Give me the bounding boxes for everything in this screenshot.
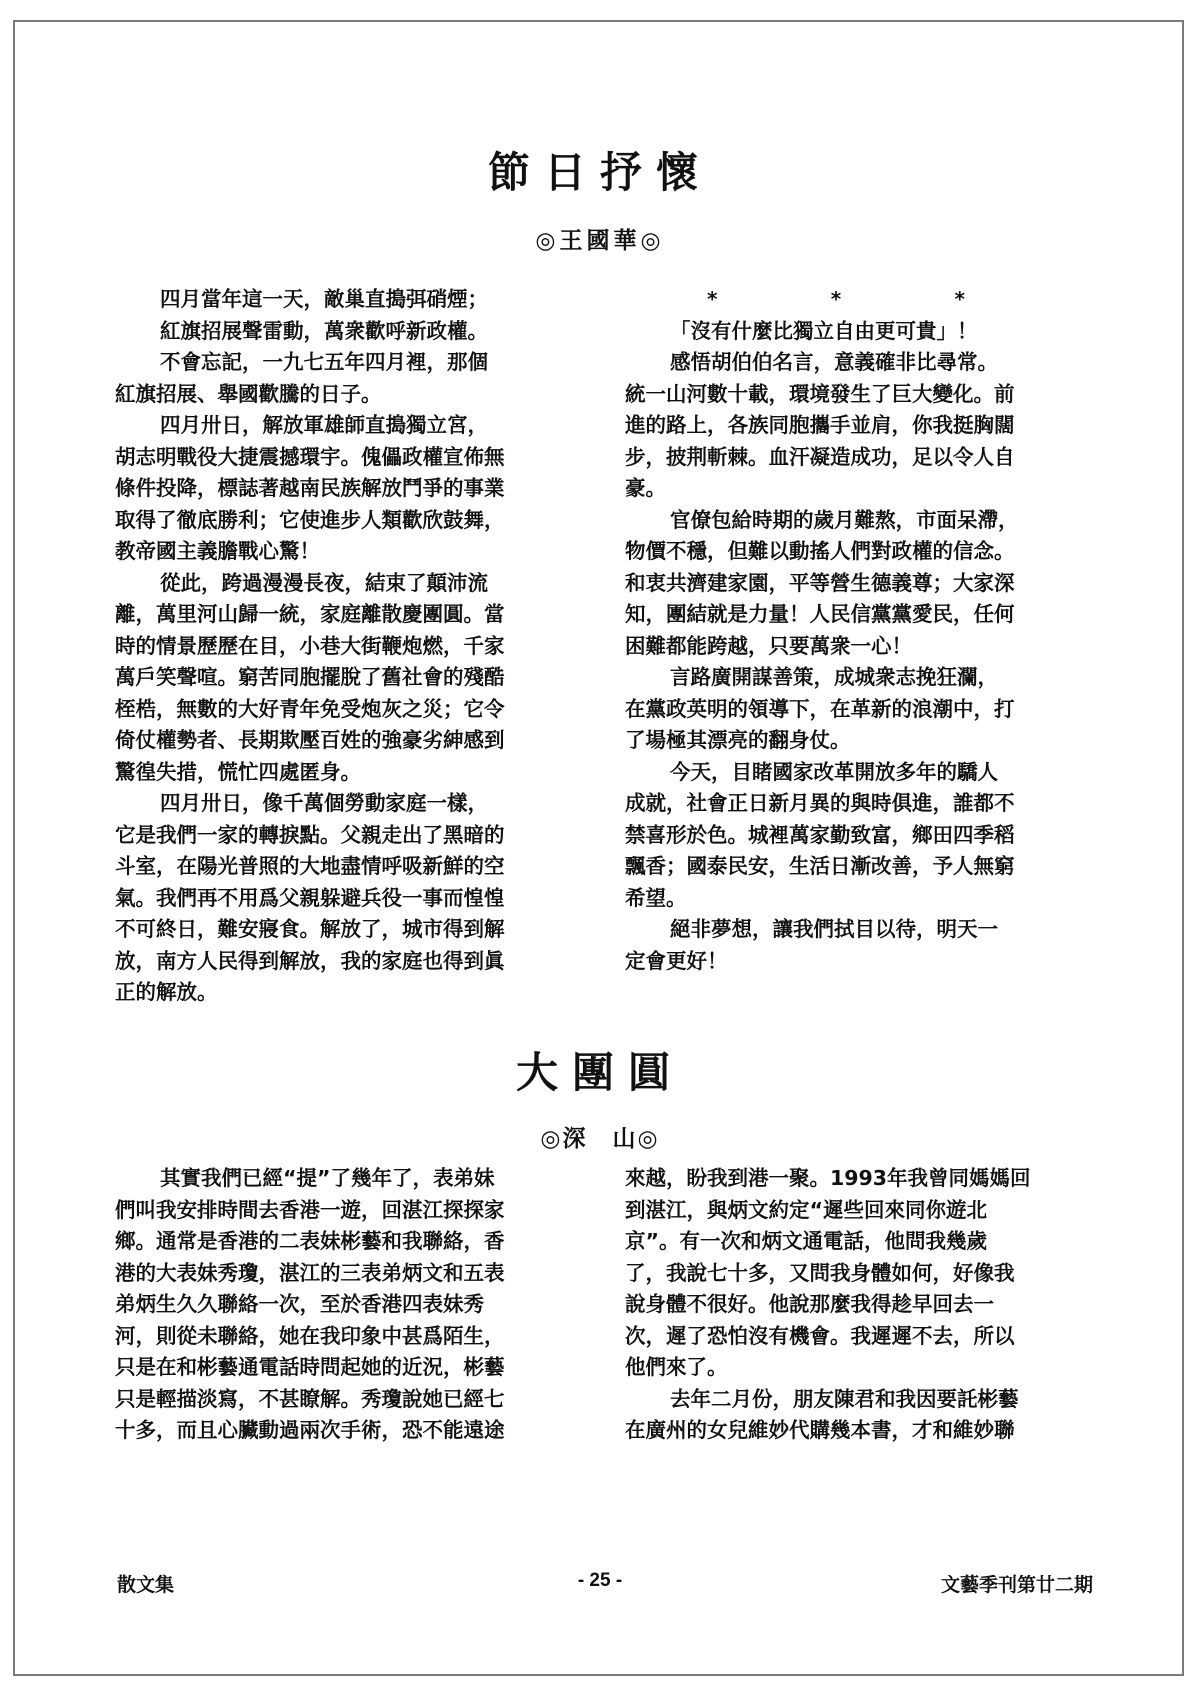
text-line: 了場極其漂亮的翻身仗。	[625, 728, 851, 752]
text-line: 驚徨失措，慌忙四處匿身。	[115, 759, 361, 784]
text-line: 和衷共濟建家園，平等營生德義尊；大家深	[625, 570, 1015, 595]
text-line: 成就，社會正日新月異的與時俱進，誰都不	[625, 791, 1015, 815]
text-line: 條件投降，標誌著越南民族解放鬥爭的事業	[115, 476, 505, 500]
text-line: 放，南方人民得到解放，我的家庭也得到眞	[115, 948, 505, 973]
text-line: 胡志明戰役大捷震撼環宇。傀儡政權宣佈無	[115, 444, 505, 469]
text-line: 河，則從未聯絡，她在我印象中甚爲陌生，	[115, 1323, 505, 1348]
text-line: 時的情景歷歷在目，小巷大街鞭炮燃，千家	[115, 633, 505, 658]
text-line: 紅旗招展、舉國歡騰的日子。	[115, 381, 382, 406]
footer-section-label: 散文集	[117, 1575, 175, 1596]
article1-author: ◎王國華◎	[535, 227, 665, 254]
text-line: 感悟胡伯伯名言，意義確非比尋常。	[670, 350, 998, 374]
section-separator	[625, 284, 1045, 316]
text-line: 四月當年這一天，敵巢直搗弭硝煙；	[160, 287, 488, 311]
text-line: 到湛江，與炳文約定“遲些回來同你遊北	[625, 1197, 987, 1222]
text-line: 倚仗權勢者、長期欺壓百姓的強豪劣紳感到	[115, 728, 505, 752]
footer-page-number: - 25 -	[577, 1570, 623, 1591]
text-line: 言路廣開謀善策，成城衆志挽狂瀾，	[670, 665, 998, 689]
text-line: 萬戶笑聲喧。窮苦同胞擺脫了舊社會的殘酷	[115, 665, 505, 689]
text-line: 在廣州的女兒維妙代購幾本書，才和維妙聯	[625, 1418, 1015, 1442]
article2-title: 大團圓	[515, 1048, 684, 1097]
text-line: 他們來了。	[625, 1355, 728, 1379]
text-line: 教帝國主義膽戰心驚！	[115, 539, 320, 563]
article1-right-column	[625, 284, 1045, 977]
text-line: 們叫我安排時間去香港一遊，回湛江探探家	[115, 1197, 505, 1222]
text-line: 京”。有一次和炳文通電話，他問我幾歲	[625, 1229, 987, 1253]
text-line: 定會更好！	[625, 948, 728, 973]
text-line: 桎梏，無數的大好青年免受炮灰之災；它令	[115, 696, 505, 721]
text-line: 來越，盼我到港一聚。1993年我曾同媽媽回	[625, 1166, 1031, 1190]
text-line: 其實我們已經“提”了幾年了，表弟妹	[160, 1166, 495, 1190]
text-line: 氣。我們再不用爲父親躲避兵役一事而惶惶	[115, 885, 505, 910]
text-line: 希望。	[625, 885, 687, 910]
text-line: 「沒有什麼比獨立自由更可貴」！	[670, 318, 978, 343]
text-line: 鄉。通常是香港的二表妹彬藝和我聯絡，香	[115, 1229, 505, 1253]
separator-star: *	[954, 287, 965, 311]
text-line: 知，團結就是力量！人民信黨黨愛民，任何	[625, 602, 1015, 626]
separator-star: *	[830, 287, 842, 311]
text-line: 取得了徹底勝利；它使進步人類歡欣鼓舞，	[115, 507, 505, 532]
text-line: 困難都能跨越，只要萬衆一心！	[625, 633, 912, 658]
text-line: 絕非夢想，讓我們拭目以待，明天一	[670, 917, 998, 941]
text-line: 禁喜形於色。城裡萬家勤致富，鄉田四季稻	[625, 822, 1015, 847]
text-line: 十多，而且心臟動過兩次手術，恐不能遠途	[115, 1418, 505, 1442]
text-line: 離，萬里河山歸一統，家庭離散慶團圓。當	[115, 602, 505, 626]
text-line: 說身體不很好。他說那麼我得趁早回去一	[625, 1292, 994, 1316]
text-line: 四月卅日，解放軍雄師直搗獨立宮，	[160, 413, 488, 437]
article2-right-column	[625, 1163, 1045, 1447]
text-line: 只是在和彬藝通電話時問起她的近況，彬藝	[115, 1355, 505, 1379]
text-line: 今天，目睹國家改革開放多年的驕人	[670, 759, 998, 784]
text-line: 不可終日，難安寢食。解放了，城市得到解	[115, 917, 505, 941]
text-line: 紅旗招展聲雷動，萬衆歡呼新政權。	[160, 318, 488, 343]
text-line: 進的路上，各族同胞攜手並肩，你我挺胸闊	[625, 413, 1015, 437]
article2-left-column	[115, 1163, 555, 1447]
text-line: 斗室，在陽光普照的大地盡情呼吸新鮮的空	[115, 854, 505, 878]
text-line: 了，我說七十多，又問我身體如何，好像我	[625, 1260, 1015, 1285]
text-line: 次，遲了恐怕沒有機會。我遲遲不去，所以	[625, 1323, 1015, 1348]
article2-author: ◎深 山◎	[540, 1125, 660, 1152]
text-line: 它是我們一家的轉捩點。父親走出了黑暗的	[115, 822, 505, 847]
text-line: 官僚包給時期的歲月難熬，市面呆滯，	[670, 507, 1019, 532]
article1-right-lines	[625, 316, 1045, 978]
text-line: 四月卅日，像千萬個勞動家庭一樣，	[160, 791, 488, 815]
text-line: 豪。	[625, 476, 666, 500]
separator-star: *	[707, 287, 718, 311]
text-line: 去年二月份，朋友陳君和我因要託彬藝	[670, 1386, 1019, 1411]
text-line: 不會忘記，一九七五年四月裡，那個	[160, 350, 488, 374]
text-line: 只是輕描淡寫，不甚瞭解。秀瓊說她已經七	[115, 1386, 505, 1411]
text-line: 從此，跨過漫漫長夜，結束了顛沛流	[160, 570, 488, 595]
text-line: 港的大表妹秀瓊，湛江的三表弟炳文和五表	[115, 1260, 505, 1285]
text-line: 在黨政英明的領導下，在革新的浪潮中，打	[625, 696, 1015, 721]
text-line: 弟炳生久久聯絡一次，至於香港四表妹秀	[115, 1292, 484, 1316]
text-line: 飄香；國泰民安，生活日漸改善，予人無窮	[625, 854, 1015, 878]
text-line: 統一山河數十載，環境發生了巨大變化。前	[625, 381, 1015, 406]
text-line: 物價不穩，但難以動搖人們對政權的信念。	[625, 539, 1015, 563]
footer-publication: 文藝季刊第廿二期	[940, 1575, 1093, 1596]
text-line: 步，披荆斬棘。血汗凝造成功，足以令人自	[625, 444, 1015, 469]
article1-title: 節日抒懷	[487, 148, 712, 197]
article1-left-column	[115, 284, 555, 1009]
text-line: 正的解放。	[115, 980, 218, 1004]
